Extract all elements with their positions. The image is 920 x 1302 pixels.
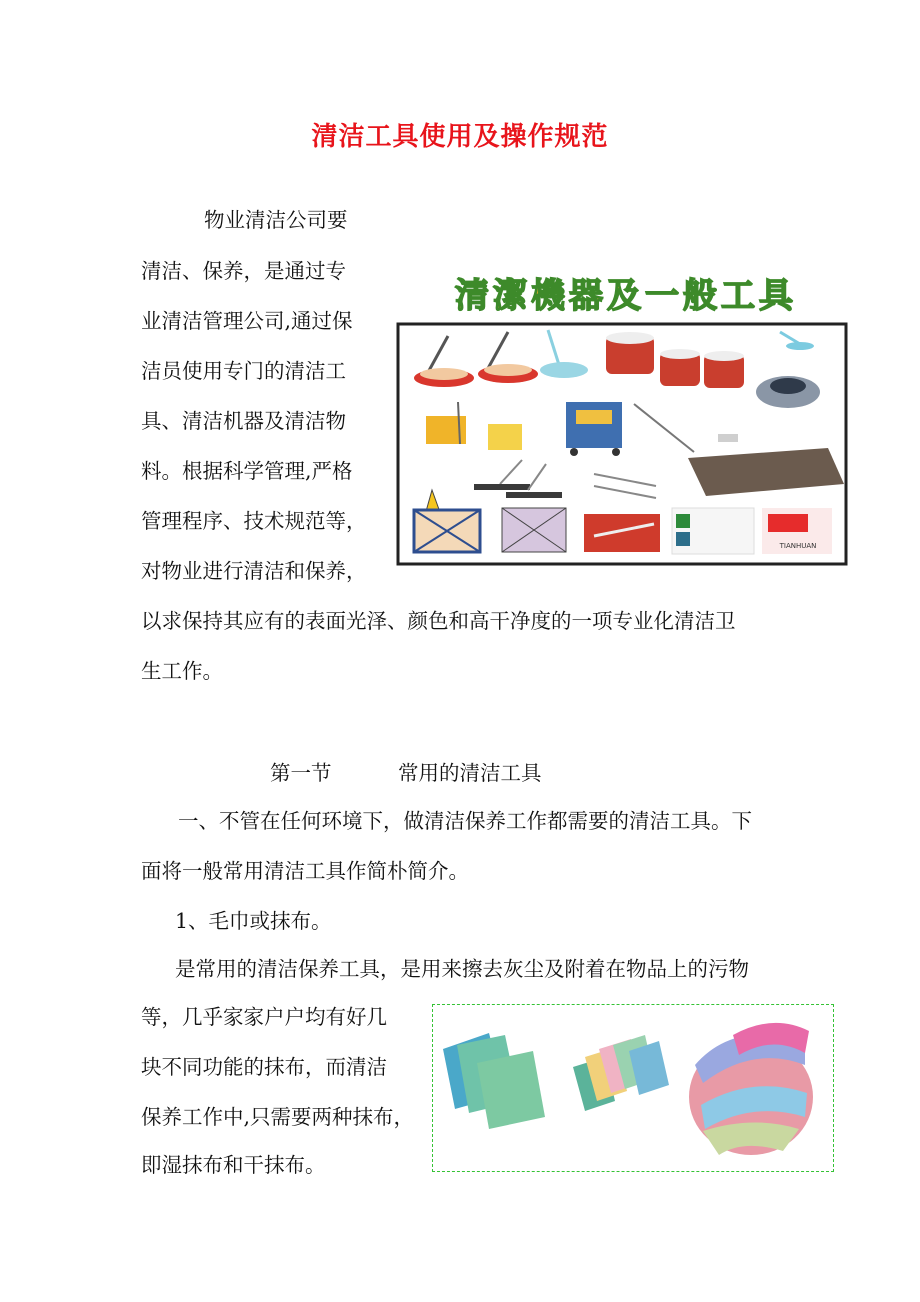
section-line-7: 保养工作中,只需要两种抹布， [141, 1105, 415, 1129]
figure-banner-text: 清潔機器及一般工具 [455, 276, 797, 316]
promo-poster-text: TIANHUAN [779, 542, 817, 550]
intro-line-8: 对物业进行清洁和保养， [141, 559, 367, 583]
intro-line-7: 管理程序、技术规范等， [141, 509, 367, 533]
brochure-icon [672, 508, 754, 554]
intro-line-6: 料。根据科学管理,严格 [141, 459, 353, 483]
cloth-stack-icon [573, 1035, 669, 1111]
trolley-bag-icon [414, 510, 480, 552]
intro-line-1: 物业清洁公司要 [204, 208, 348, 232]
trolley-bag-icon [502, 508, 566, 552]
section-line-5: 等，几乎家家户户均有好几 [141, 1005, 387, 1029]
mop-bucket-icon [488, 424, 522, 450]
document-title: 清洁工具使用及操作规范 [311, 122, 609, 152]
section-line-6: 块不同功能的抹布，而清洁 [141, 1055, 387, 1079]
section-line-1: 一、不管在任何环境下，做清洁保养工作都需要的清洁工具。下 [178, 809, 752, 833]
cleaning-cloths-illustration [433, 1005, 832, 1170]
section-title: 常用的清洁工具 [398, 761, 542, 785]
janitor-cart-icon [566, 402, 622, 456]
cloth-pile-icon [689, 1023, 813, 1155]
intro-line-4: 洁员使用专门的清洁工 [141, 359, 346, 383]
intro-line-3: 业清洁管理公司,通过保 [141, 309, 353, 333]
pad-icon [718, 434, 738, 442]
section-line-3: 1、毛巾或抹布。 [175, 909, 332, 933]
vacuum-tank-icon [606, 332, 654, 374]
section-line-2: 面将一般常用清洁工具作简朴简介。 [141, 859, 469, 883]
intro-line-10: 生工作。 [141, 659, 223, 683]
canister-vacuum-icon [756, 376, 820, 408]
intro-line-2: 清洁、保养，是通过专 [141, 259, 346, 283]
section-number: 第一节 [270, 761, 332, 785]
intro-line-9: 以求保持其应有的表面光泽、颜色和高干净度的一项专业化清洁卫 [141, 609, 736, 633]
cleaning-machines-illustration [388, 264, 864, 566]
cleaning-machines-figure [388, 264, 864, 566]
section-line-4: 是常用的清洁保养工具，是用来擦去灰尘及附着在物品上的污物 [175, 957, 749, 981]
floor-squeegee-icon [584, 514, 660, 552]
section-line-8: 即湿抹布和干抹布。 [141, 1153, 326, 1177]
vacuum-tank-icon [704, 351, 744, 388]
cloth-icon [443, 1033, 545, 1129]
promo-poster-icon [762, 508, 832, 554]
cleaning-cloths-figure [432, 1004, 834, 1172]
vacuum-tank-icon [660, 349, 700, 386]
intro-line-5: 具、清洁机器及清洁物 [141, 409, 346, 433]
